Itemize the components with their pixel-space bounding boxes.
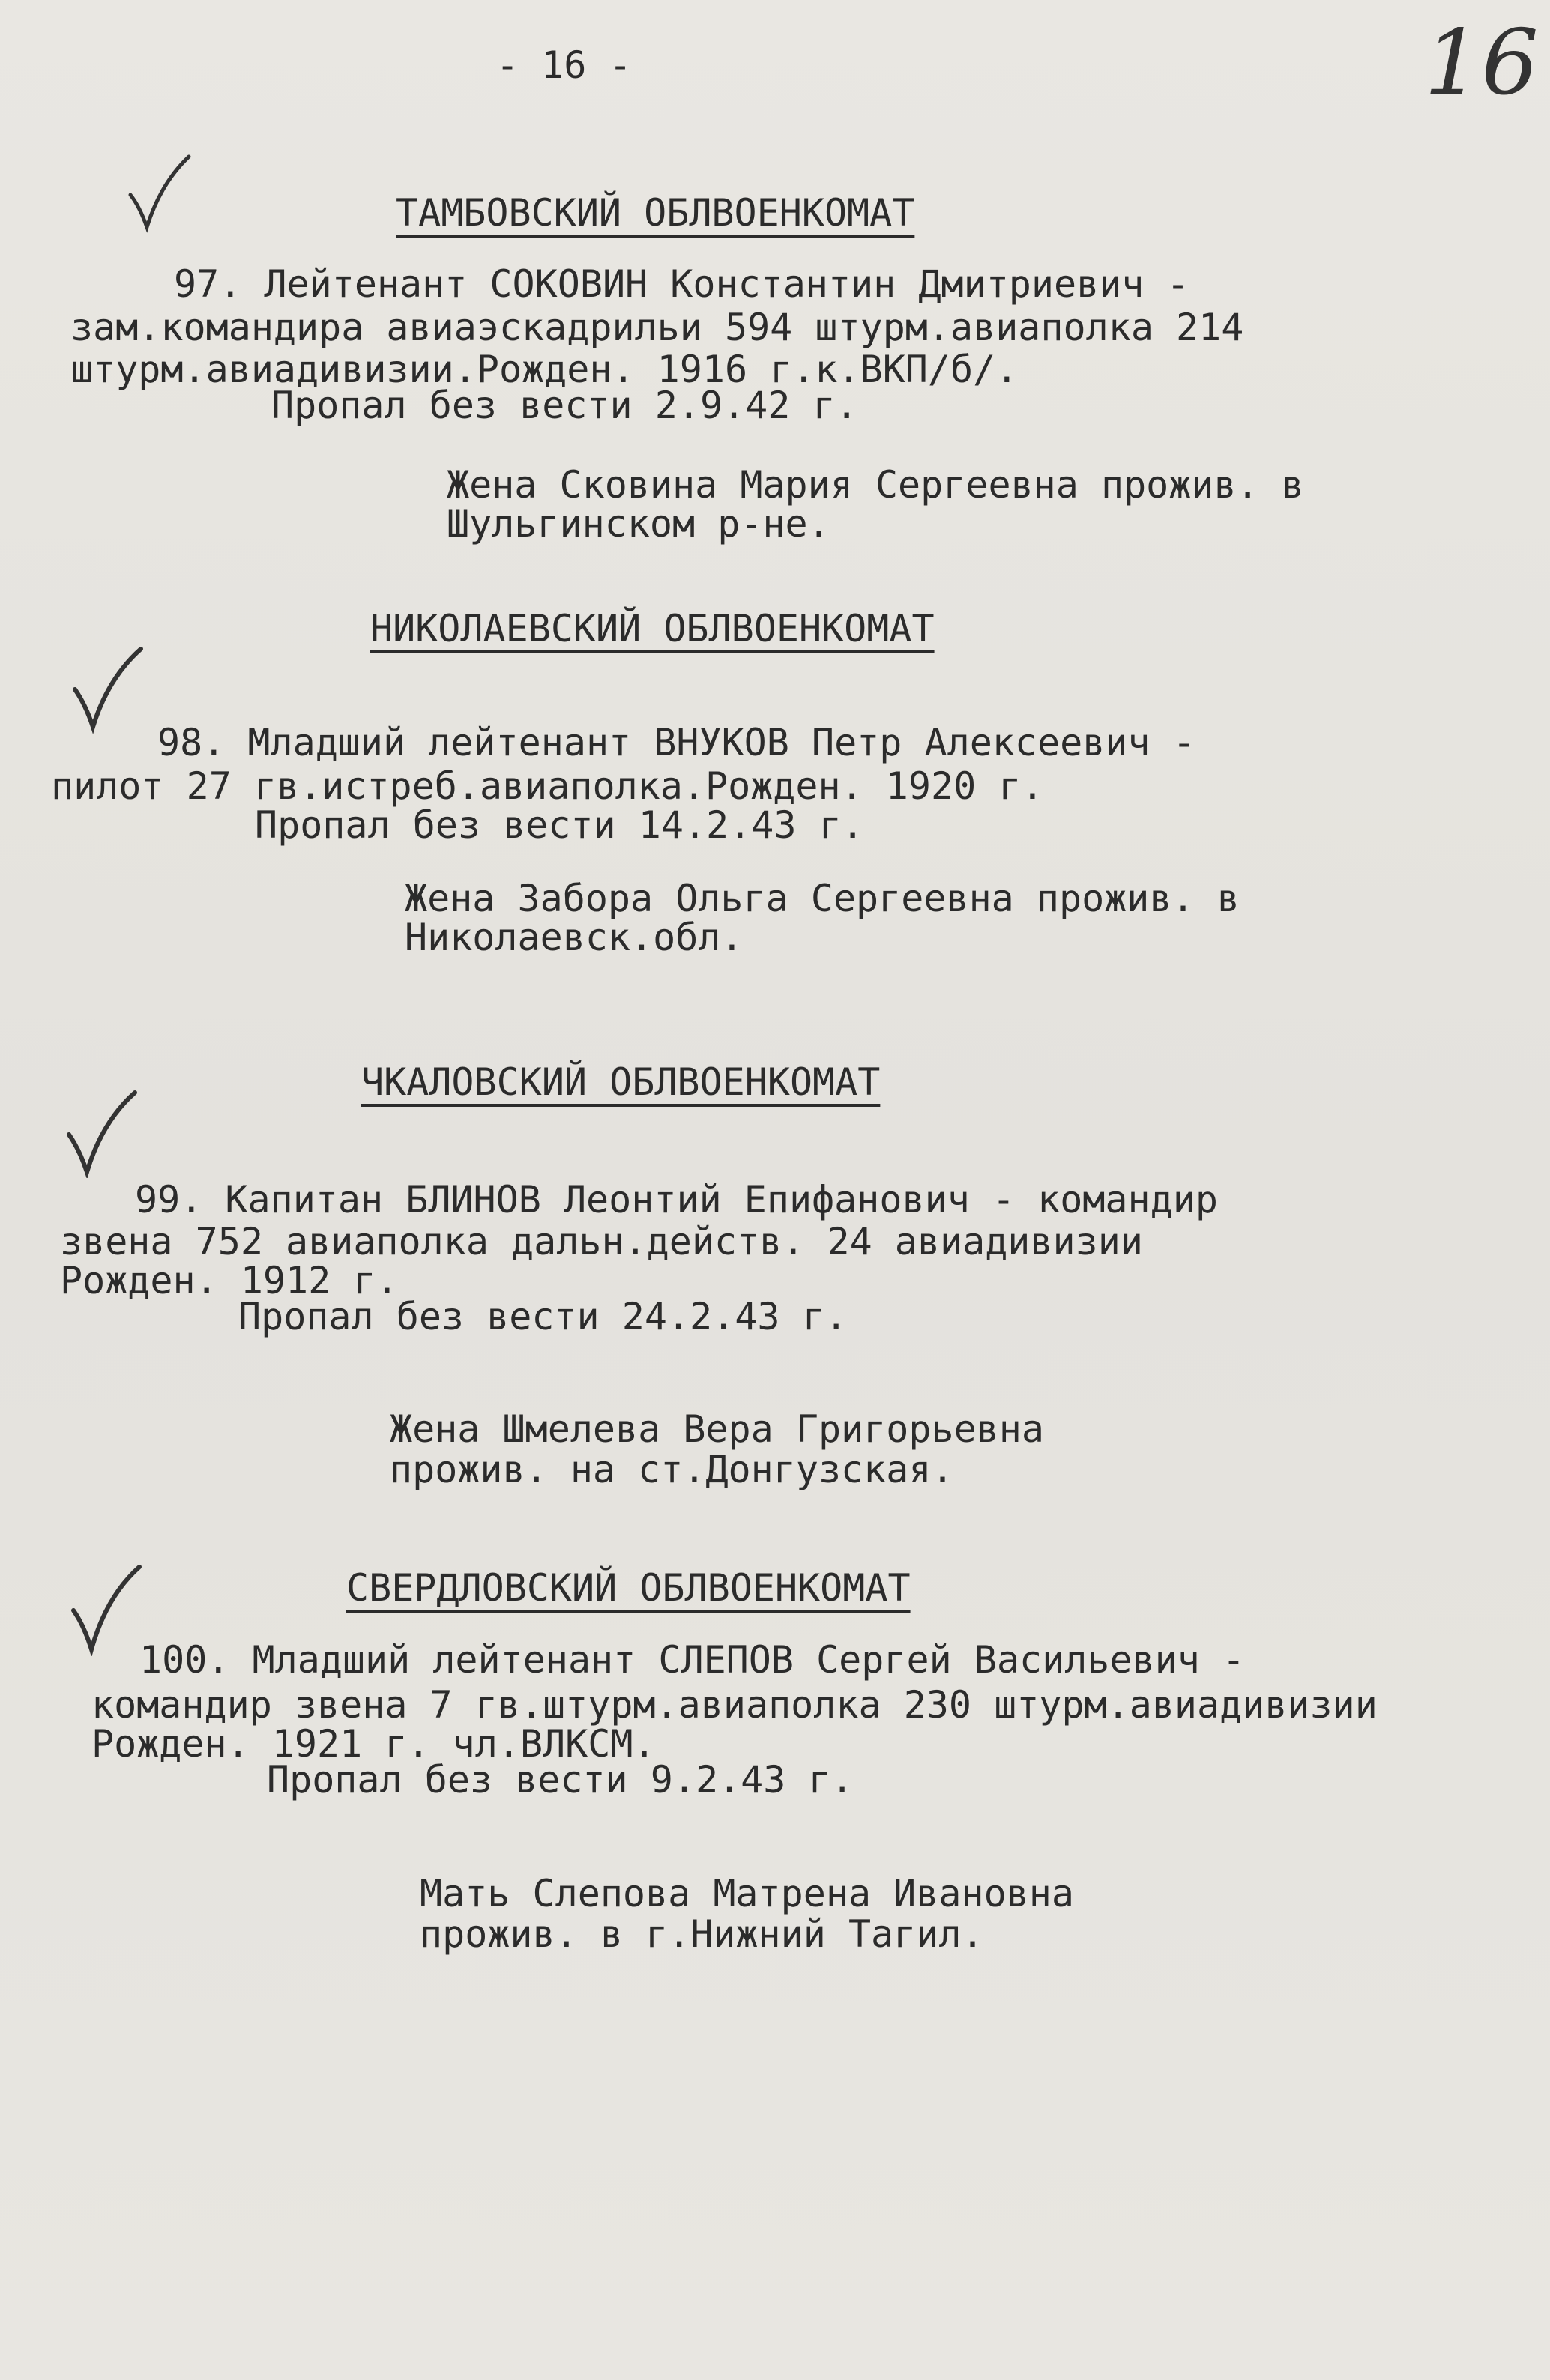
entry-line: Пропал без вести 24.2.43 г. (238, 1295, 848, 1338)
check-mark-icon (126, 154, 193, 236)
handwritten-page-number: 16 (1424, 11, 1539, 115)
relative-line: Шульгинском р-не. (447, 502, 830, 546)
entry-line: Пропал без вести 14.2.43 г. (255, 803, 864, 847)
section-heading: ЧКАЛОВСКИЙ ОБЛВОЕНКОМАТ (361, 1060, 881, 1104)
relative-line: прожив. в г.Нижний Тагил. (420, 1912, 984, 1956)
relative-line: Жена Сковина Мария Сергеевна прожив. в (447, 463, 1304, 507)
check-mark-icon (64, 1088, 139, 1178)
relative-line: Жена Шмелева Вера Григорьевна (390, 1407, 1044, 1451)
entry-line: штурм.авиадивизии.Рожден. 1916 г.к.ВКП/б/. (70, 348, 1019, 391)
page-number: - 16 - (496, 43, 632, 87)
entry-line: зам.командира авиаэскадрильи 594 штурм.авиаполка 214 (70, 306, 1244, 349)
entry-line: Пропал без вести 2.9.42 г. (271, 384, 858, 427)
entry-line: звена 752 авиаполка дальн.действ. 24 авиадивизии (60, 1220, 1143, 1263)
entry-line: Пропал без вести 9.2.43 г. (267, 1758, 854, 1801)
check-mark-icon (70, 644, 145, 734)
check-mark-icon (69, 1562, 144, 1656)
entry-line: Рожден. 1921 г. чл.ВЛКСМ. (91, 1722, 656, 1766)
section-heading: ТАМБОВСКИЙ ОБЛВОЕНКОМАТ (396, 191, 915, 235)
entry-line: 99. Капитан БЛИНОВ Леонтий Епифанович - командир (135, 1178, 1218, 1221)
entry-line: 97. Лейтенант СОКОВИН Константин Дмитриевич - (174, 262, 1189, 306)
entry-line: пилот 27 гв.истреб.авиаполка.Рожден. 1920 г. (51, 764, 1044, 808)
entry-line: 100. Младший лейтенант СЛЕПОВ Сергей Васильевич - (139, 1638, 1246, 1682)
section-heading: СВЕРДЛОВСКИЙ ОБЛВОЕНКОМАТ (346, 1566, 911, 1610)
section-heading: НИКОЛАЕВСКИЙ ОБЛВОЕНКОМАТ (370, 607, 935, 650)
relative-line: Николаевск.обл. (405, 916, 744, 959)
entry-line: Рожден. 1912 г. (60, 1259, 399, 1302)
entry-line: командир звена 7 гв.штурм.авиаполка 230 штурм.авиадивизии (91, 1683, 1378, 1727)
entry-line: 98. Младший лейтенант ВНУКОВ Петр Алексеевич - (157, 721, 1195, 764)
relative-line: Мать Слепова Матрена Ивановна (420, 1872, 1074, 1915)
relative-line: Жена Забора Ольга Сергеевна прожив. в (405, 877, 1240, 920)
relative-line: прожив. на ст.Донгузская. (390, 1448, 954, 1491)
